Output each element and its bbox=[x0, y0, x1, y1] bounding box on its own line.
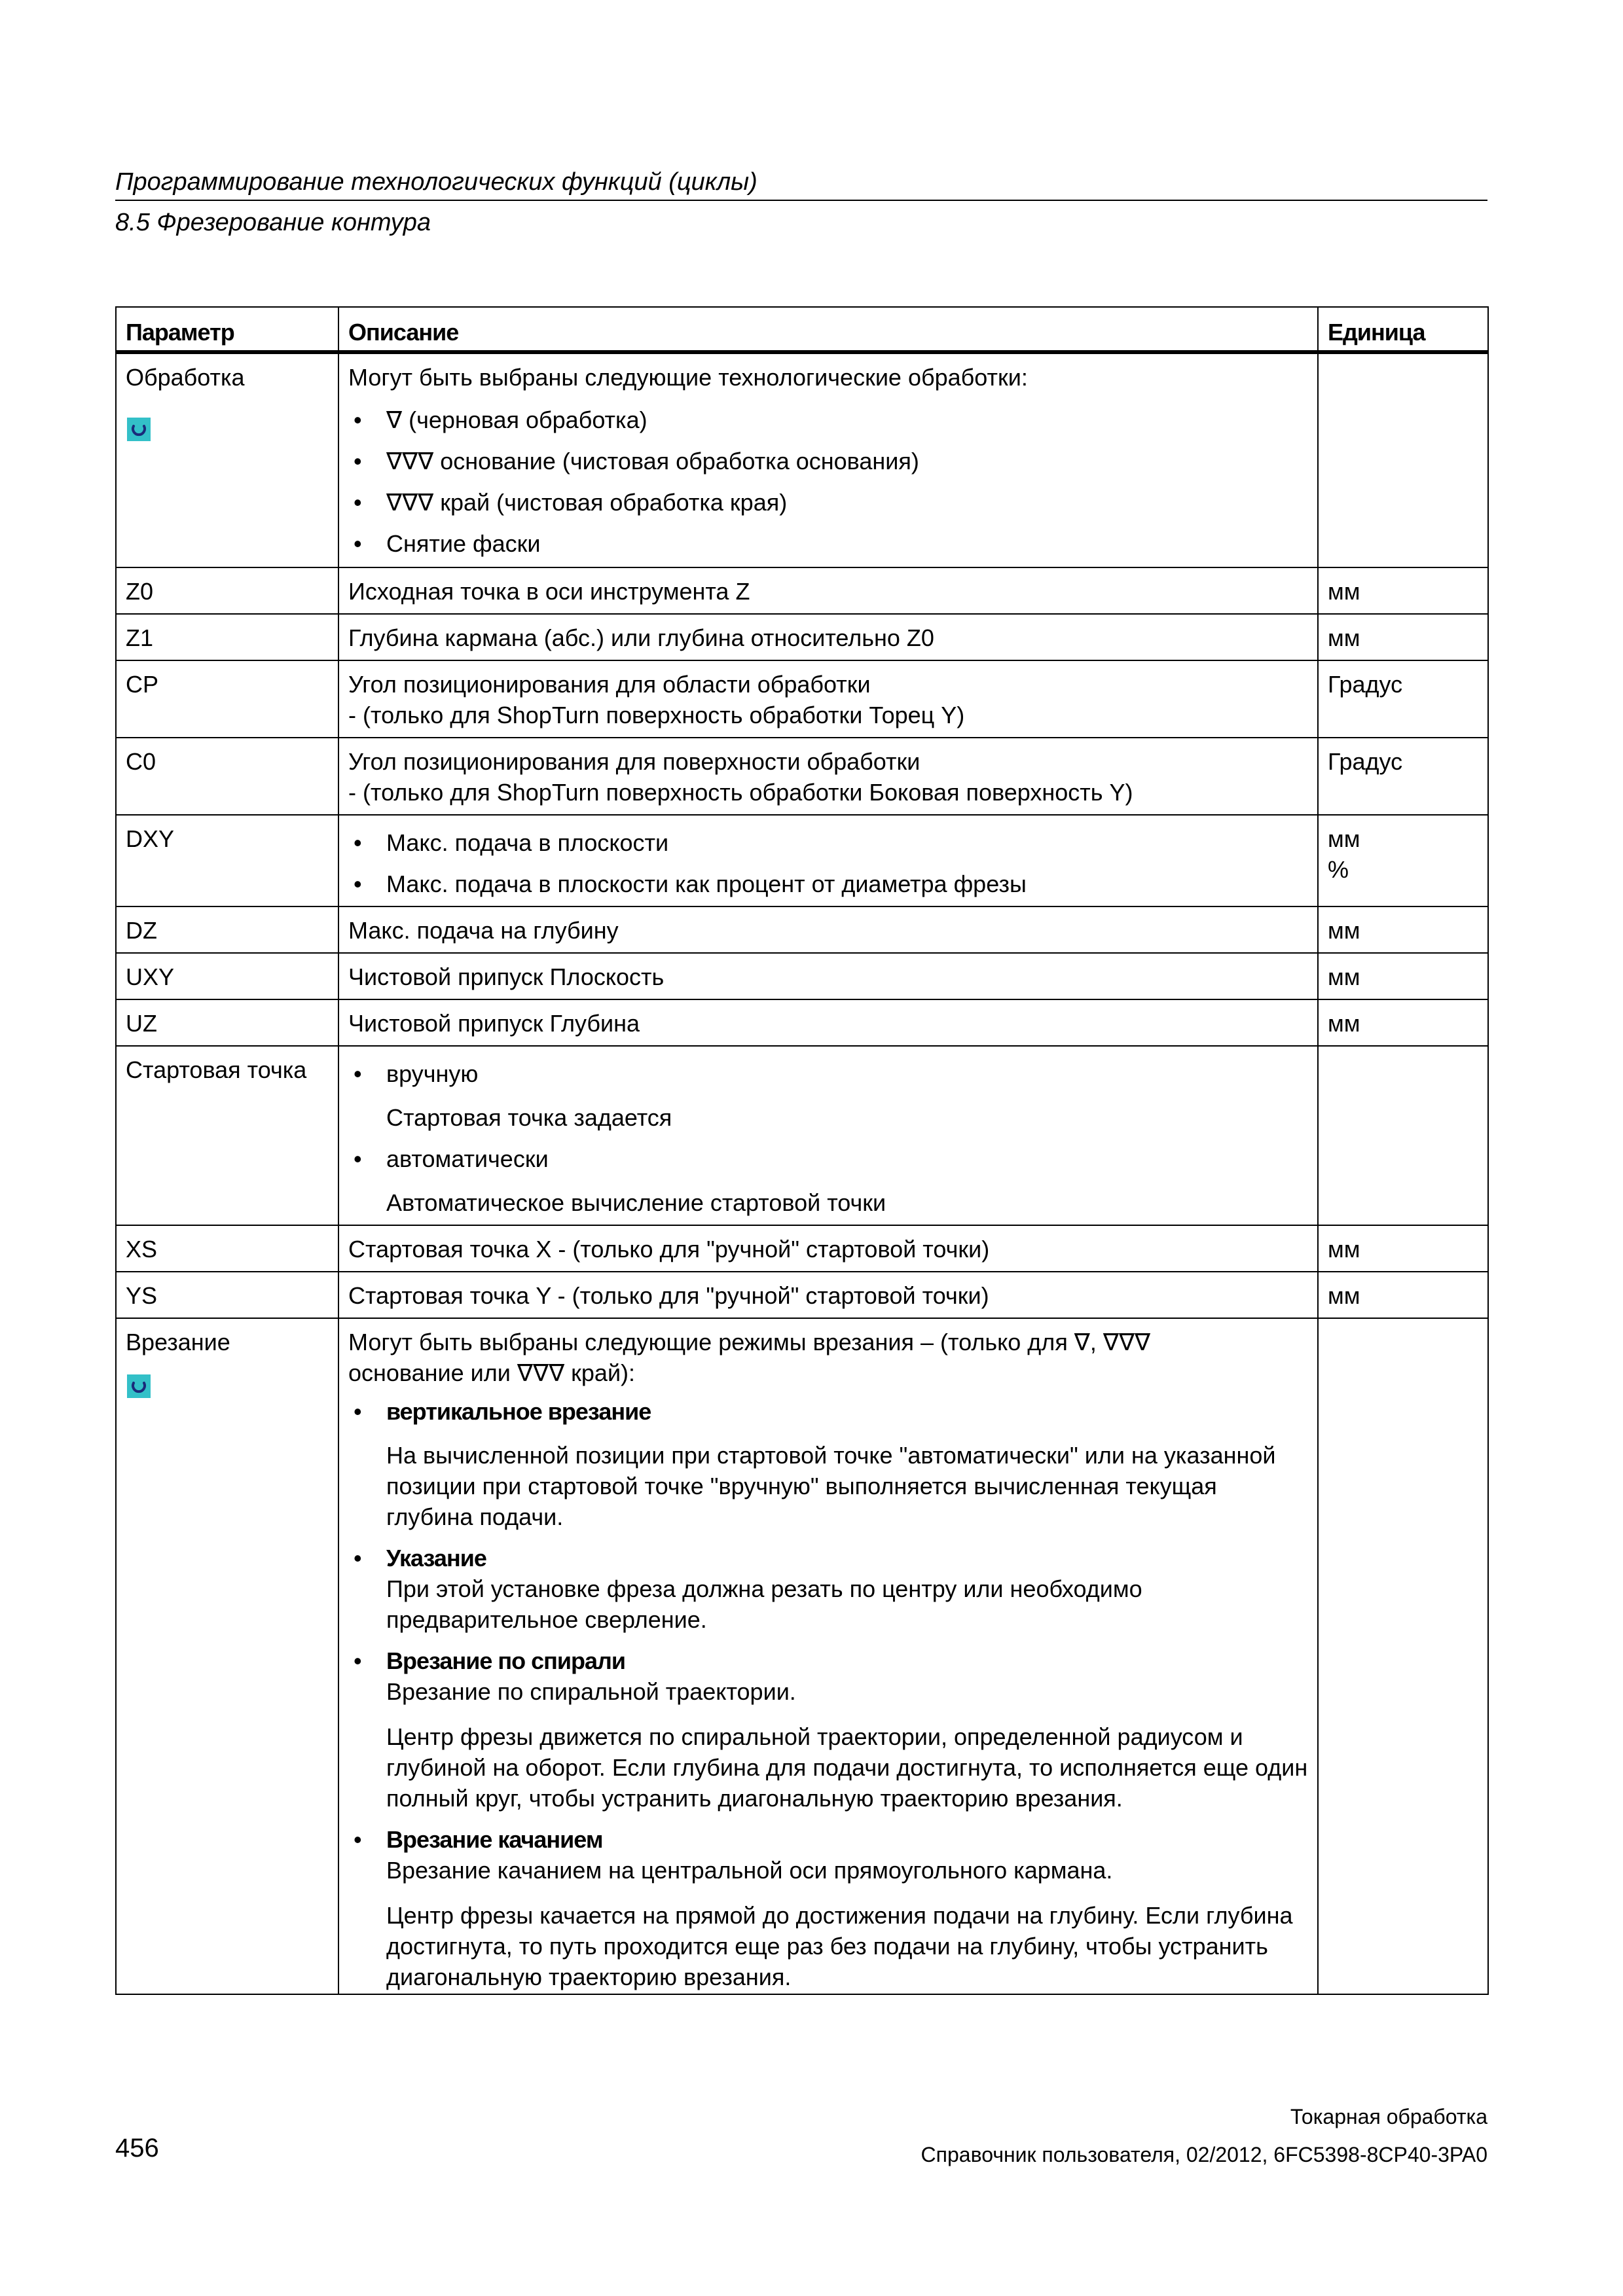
option-title: вручную bbox=[386, 1060, 479, 1087]
list-item bbox=[348, 1143, 1308, 1218]
header-unit: Единица bbox=[1318, 307, 1488, 352]
desc-line: Угол позиционирования для поверхности обработки bbox=[348, 748, 921, 775]
table-row bbox=[116, 567, 1488, 614]
unit-cell bbox=[1318, 1318, 1488, 1994]
list-item bbox=[348, 1824, 1308, 1992]
description-cell bbox=[338, 1046, 1318, 1225]
description-cell bbox=[338, 660, 1318, 738]
option-text: Автоматическое вычисление стартовой точки bbox=[386, 1189, 886, 1216]
list-item: • ∇∇∇ край (чистовая обработка края) bbox=[348, 487, 1308, 518]
description-cell: Стартовая точка X - (только для "ручной" стартовой точки) bbox=[338, 1225, 1318, 1272]
table-row bbox=[116, 614, 1488, 660]
section-title: 8.5 Фрезерование контура bbox=[115, 209, 431, 236]
option-title: вертикальное врезание bbox=[386, 1398, 651, 1425]
option-text: Врезание качанием на центральной оси прямоугольного кармана. bbox=[386, 1857, 1113, 1884]
list-item: • ∇ (черновая обработка) bbox=[348, 404, 1308, 435]
desc-intro: Могут быть выбраны следующие технологические обработки: bbox=[348, 364, 1028, 391]
table-row bbox=[116, 660, 1488, 738]
footer-title: Токарная обработка bbox=[1290, 2105, 1487, 2128]
footer-reference: Справочник пользователя, 02/2012, 6FC5398-8CP40-3PA0 bbox=[921, 2143, 1487, 2166]
list-item: • Снятие фаски bbox=[348, 528, 1308, 559]
option-list bbox=[348, 404, 1308, 559]
description-cell: Глубина кармана (абс.) или глубина относительно Z0 bbox=[338, 614, 1318, 660]
table-row bbox=[116, 1318, 1488, 1994]
table-row bbox=[116, 1272, 1488, 1318]
chapter-title: Программирование технологических функций (циклы) bbox=[115, 168, 757, 196]
param-cell: YS bbox=[116, 1272, 338, 1318]
list-item: • Макс. подача в плоскости bbox=[348, 827, 1308, 858]
param-cell: DXY bbox=[116, 815, 338, 906]
description-cell bbox=[338, 1318, 1318, 1994]
option-text: При этой установке фреза должна резать по центру или необходимо предварительное сверление. bbox=[386, 1575, 1142, 1633]
select-toggle-icon[interactable] bbox=[127, 418, 151, 441]
parameter-table bbox=[115, 306, 1489, 1995]
option-text: Центр фрезы качается на прямой до достижения подачи на глубину. Если глубина достигнута, то путь проходится еще раз без подачи на глубину, чтобы устранить диагональную траекторию врезания. bbox=[386, 1902, 1293, 1990]
param-cell: UZ bbox=[116, 999, 338, 1046]
unit-cell: Градус bbox=[1318, 660, 1488, 738]
unit-cell: мм bbox=[1318, 1272, 1488, 1318]
unit-cell: мм bbox=[1318, 1225, 1488, 1272]
description-cell bbox=[338, 738, 1318, 815]
list-item bbox=[348, 1543, 1308, 1635]
option-text: Стартовая точка задается bbox=[386, 1104, 672, 1131]
table-row bbox=[116, 738, 1488, 815]
option-text: Врезание по спиральной траектории. bbox=[386, 1678, 796, 1705]
option-list bbox=[348, 1058, 1308, 1218]
table-row bbox=[116, 352, 1488, 567]
unit-cell bbox=[1318, 352, 1488, 567]
table-header-row bbox=[116, 307, 1488, 352]
unit-cell: мм bbox=[1318, 999, 1488, 1046]
header-description: Описание bbox=[338, 307, 1318, 352]
option-title: Врезание качанием bbox=[386, 1826, 603, 1853]
param-label: Обработка bbox=[126, 364, 245, 391]
param-cell: XS bbox=[116, 1225, 338, 1272]
table-row bbox=[116, 815, 1488, 906]
param-cell: Стартовая точка bbox=[116, 1046, 338, 1225]
unit-cell bbox=[1318, 815, 1488, 906]
unit-cell: Градус bbox=[1318, 738, 1488, 815]
page-number: 456 bbox=[115, 2134, 159, 2162]
list-item bbox=[348, 1645, 1308, 1814]
description-cell bbox=[338, 815, 1318, 906]
option-text: На вычисленной позиции при стартовой точке "автоматически" или на указанной позиции при стартовой точке "вручную" выполняется вычисленная текущая глубина подачи. bbox=[386, 1442, 1276, 1530]
param-cell: C0 bbox=[116, 738, 338, 815]
description-cell: Чистовой припуск Глубина bbox=[338, 999, 1318, 1046]
unit-line: % bbox=[1328, 856, 1349, 883]
description-cell: Чистовой припуск Плоскость bbox=[338, 953, 1318, 999]
param-cell bbox=[116, 1318, 338, 1994]
param-cell: DZ bbox=[116, 906, 338, 953]
table-row bbox=[116, 1225, 1488, 1272]
unit-line: мм bbox=[1328, 825, 1360, 852]
desc-line: - (только для ShopTurn поверхность обработки Торец Y) bbox=[348, 702, 965, 728]
desc-line: - (только для ShopTurn поверхность обработки Боковая поверхность Y) bbox=[348, 779, 1133, 806]
unit-cell: мм bbox=[1318, 614, 1488, 660]
select-toggle-icon[interactable] bbox=[127, 1374, 151, 1398]
param-cell: CP bbox=[116, 660, 338, 738]
list-item bbox=[348, 1396, 1308, 1532]
table-row bbox=[116, 906, 1488, 953]
table-row bbox=[116, 999, 1488, 1046]
table-row bbox=[116, 953, 1488, 999]
header-param: Параметр bbox=[116, 307, 338, 352]
list-item bbox=[348, 1058, 1308, 1133]
param-cell: Z0 bbox=[116, 567, 338, 614]
option-title: Врезание по спирали bbox=[386, 1647, 625, 1674]
description-cell: Стартовая точка Y - (только для "ручной" стартовой точки) bbox=[338, 1272, 1318, 1318]
list-item: • Макс. подача в плоскости как процент от диаметра фрезы bbox=[348, 869, 1308, 899]
list-item: • ∇∇∇ основание (чистовая обработка основания) bbox=[348, 446, 1308, 476]
description-cell: Макс. подача на глубину bbox=[338, 906, 1318, 953]
option-list bbox=[348, 827, 1308, 899]
unit-cell bbox=[1318, 1046, 1488, 1225]
option-list bbox=[348, 1396, 1308, 1992]
table-row bbox=[116, 1046, 1488, 1225]
option-title: Указание bbox=[386, 1545, 486, 1571]
option-title: автоматически bbox=[386, 1145, 549, 1172]
unit-cell: мм bbox=[1318, 953, 1488, 999]
description-cell bbox=[338, 352, 1318, 567]
param-cell bbox=[116, 352, 338, 567]
unit-cell: мм bbox=[1318, 906, 1488, 953]
unit-cell: мм bbox=[1318, 567, 1488, 614]
param-cell: UXY bbox=[116, 953, 338, 999]
description-cell: Исходная точка в оси инструмента Z bbox=[338, 567, 1318, 614]
param-cell: Z1 bbox=[116, 614, 338, 660]
desc-intro: Могут быть выбраны следующие режимы врезания – (только для ∇, ∇∇∇ основание или ∇∇∇ край): bbox=[348, 1329, 1151, 1386]
param-label: Врезание bbox=[126, 1329, 230, 1355]
option-text: Центр фрезы движется по спиральной траектории, определенной радиусом и глубиной на оборот. Если глубина для подачи достигнута, то исполняется еще один полный круг, чтобы устранить диагональную траекторию врезания. bbox=[386, 1723, 1308, 1812]
desc-line: Угол позиционирования для области обработки bbox=[348, 671, 871, 698]
header-rule bbox=[115, 200, 1487, 201]
